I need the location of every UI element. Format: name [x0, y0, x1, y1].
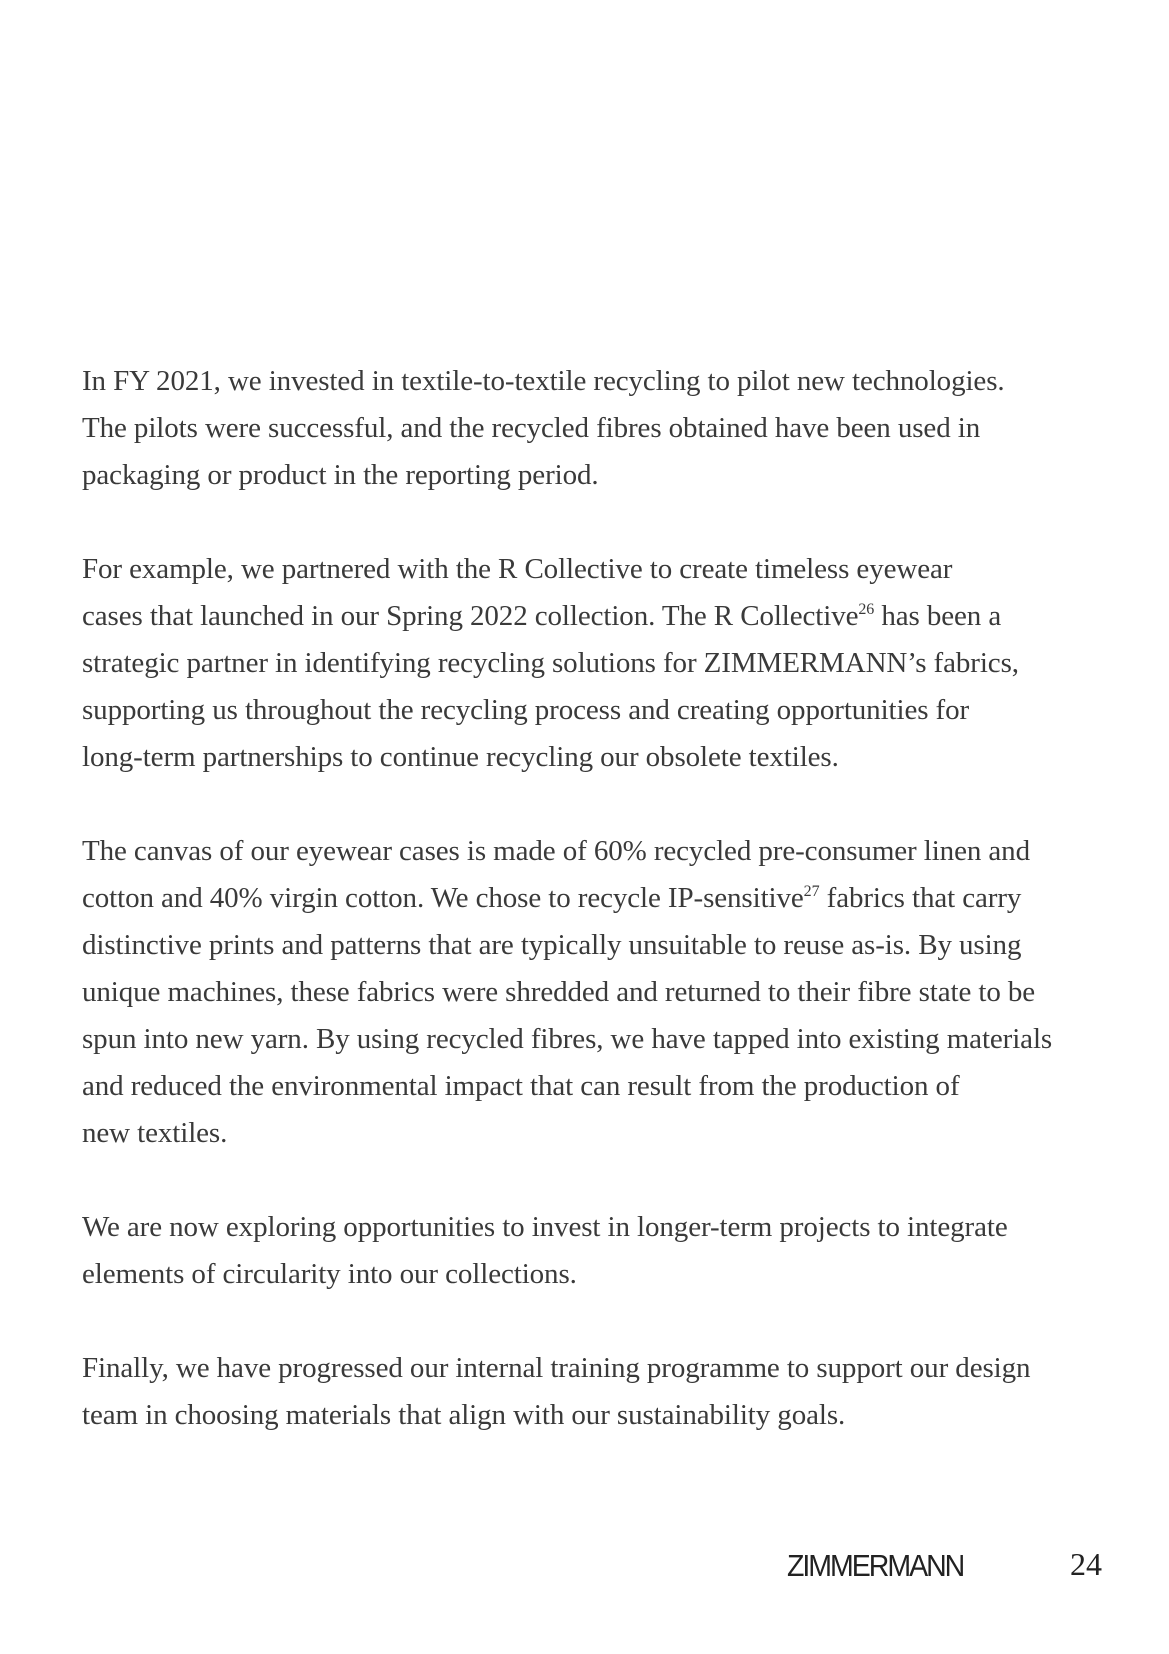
text-line: In FY 2021, we invested in textile-to-textile recycling to pilot new technologies. [82, 365, 1005, 397]
text-line: new textiles. [82, 1117, 228, 1149]
body-text [82, 358, 1092, 1486]
text-line: The pilots were successful, and the recycled fibres obtained have been used in [82, 412, 981, 444]
text-line: strategic partner in identifying recycling solutions for ZIMMERMANN’s fabrics, [82, 647, 1019, 679]
text-line: Finally, we have progressed our internal training programme to support our design [82, 1352, 1031, 1384]
paragraph-recycling-pilot [82, 358, 1092, 499]
text-line-with-footnote [82, 875, 1092, 922]
paragraph-r-collective [82, 546, 1092, 781]
footnote-ref-26: 26 [858, 601, 875, 618]
text-line: unique machines, these fabrics were shredded and returned to their fibre state to be [82, 976, 1036, 1008]
footnote-ref-27: 27 [803, 883, 820, 900]
text-fragment: fabrics that carry [819, 882, 1022, 914]
text-line: For example, we partnered with the R Collective to create timeless eyewear [82, 553, 953, 585]
text-line: packaging or product in the reporting period. [82, 459, 599, 491]
text-line: long-term partnerships to continue recycling our obsolete textiles. [82, 741, 839, 773]
text-line: The canvas of our eyewear cases is made of 60% recycled pre-consumer linen and [82, 835, 1030, 867]
text-line: distinctive prints and patterns that are typically unsuitable to reuse as-is. By using [82, 929, 1022, 961]
paragraph-eyewear-canvas [82, 828, 1092, 1157]
brand-logo: ZIMMERMANN [787, 1548, 964, 1583]
text-line: elements of circularity into our collections. [82, 1258, 577, 1290]
text-fragment: cotton and 40% virgin cotton. We chose to recycle IP-sensitive [82, 882, 804, 914]
text-line: team in choosing materials that align with our sustainability goals. [82, 1399, 846, 1431]
paragraph-training [82, 1345, 1092, 1439]
paragraph-circularity [82, 1204, 1092, 1298]
text-line: We are now exploring opportunities to invest in longer-term projects to integrate [82, 1211, 1008, 1243]
text-line: and reduced the environmental impact that can result from the production of [82, 1070, 960, 1102]
text-line-with-footnote [82, 593, 1092, 640]
text-fragment: cases that launched in our Spring 2022 collection. The R Collective [82, 600, 859, 632]
page-number: 24 [1070, 1546, 1102, 1582]
text-line: supporting us throughout the recycling process and creating opportunities for [82, 694, 970, 726]
text-fragment: has been a [874, 600, 1002, 632]
text-line: spun into new yarn. By using recycled fibres, we have tapped into existing materials [82, 1023, 1053, 1055]
